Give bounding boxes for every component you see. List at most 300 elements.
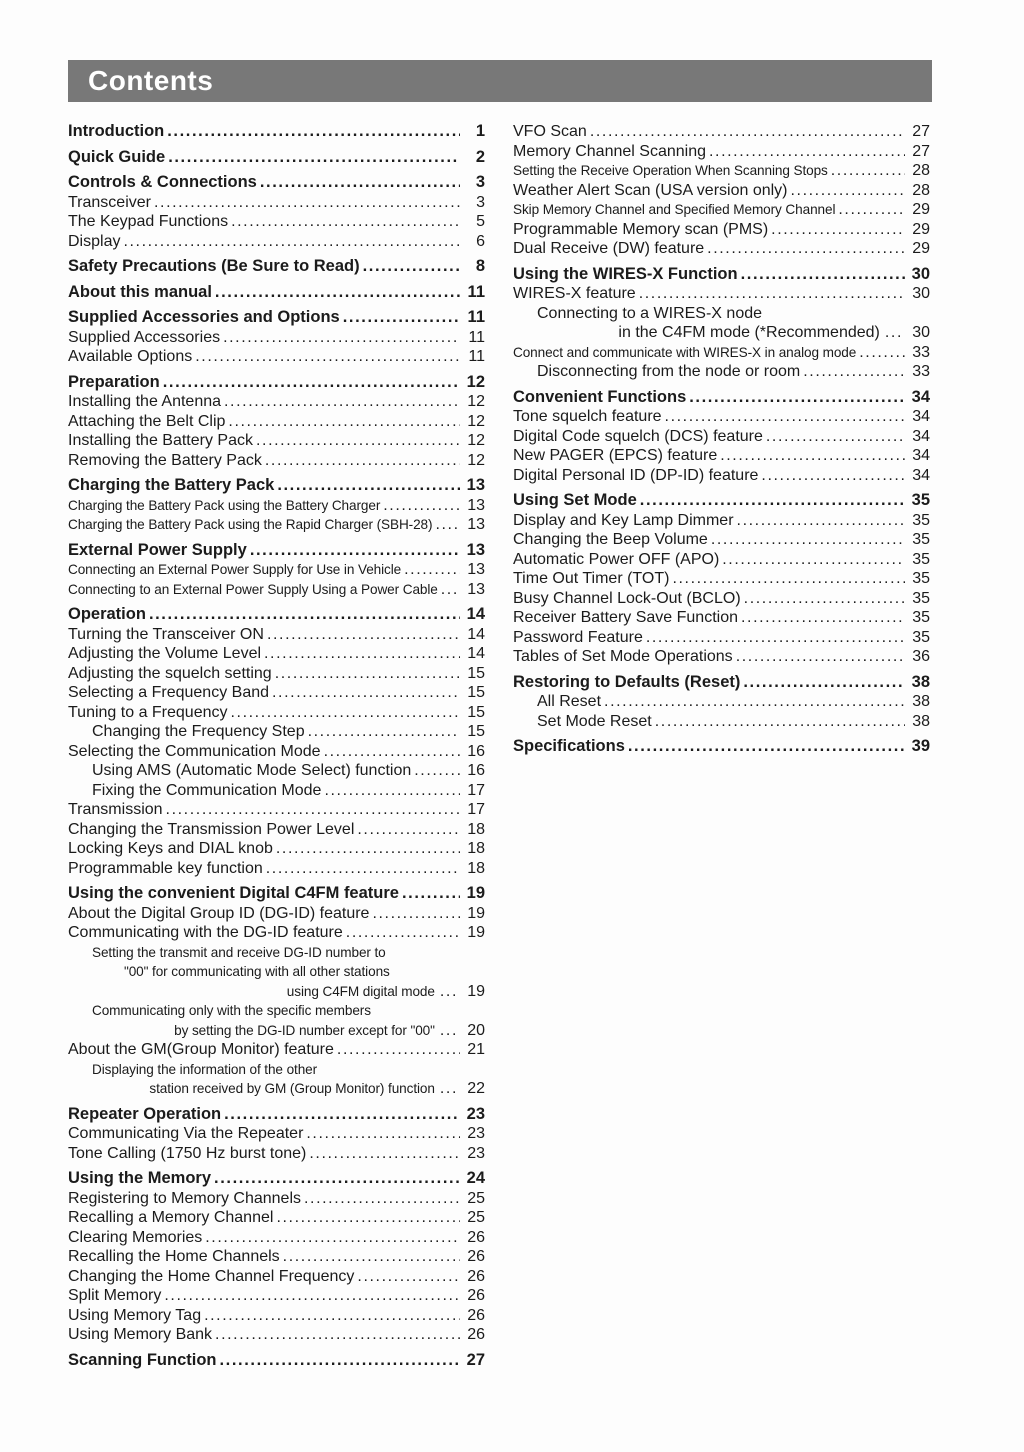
toc-entry-label: Removing the Battery Pack (68, 451, 262, 469)
toc-entry (68, 962, 485, 982)
contents-header (68, 60, 932, 102)
page-number: 33 (912, 343, 930, 361)
leader-dots (707, 239, 905, 259)
toc-entry (68, 683, 485, 703)
leader-dots (771, 220, 905, 240)
toc-entry (513, 647, 930, 667)
page-number: 30 (912, 324, 930, 341)
page-number: 26 (467, 1306, 485, 1324)
toc-entry (513, 569, 930, 589)
leader-dots (214, 1169, 460, 1189)
toc-entry-label: Installing the Battery Pack (68, 432, 253, 449)
toc-entry-label: Receiver Battery Save Function (513, 609, 738, 626)
leader-dots (267, 625, 460, 645)
page-number: 38 (912, 693, 930, 710)
leader-dots (346, 923, 460, 943)
page-number: 38 (912, 712, 930, 730)
toc-entry (513, 427, 930, 447)
toc-entry-label: Disconnecting from the node or room (537, 363, 801, 380)
toc-entry-label: Available Options (68, 348, 193, 365)
toc-entry-label: Programmable key function (68, 859, 263, 877)
page-number: 3 (475, 173, 485, 191)
page-number: 23 (467, 1144, 485, 1162)
toc-entry-label: Changing the Frequency Step (92, 723, 305, 740)
page-number: 13 (466, 540, 485, 559)
toc-entry (68, 580, 485, 600)
toc-section-entry (68, 541, 485, 561)
leader-dots (205, 1228, 460, 1248)
toc-entry (68, 1079, 485, 1099)
page-number: 35 (912, 531, 930, 548)
toc-entry (68, 431, 485, 451)
toc-entry-label: Charging the Battery Pack using the Rapid Charger (SBH-28) (68, 517, 433, 532)
page-number: 26 (467, 1248, 485, 1265)
toc-entry (68, 1208, 485, 1228)
toc-section-entry (68, 476, 485, 496)
page-number: 38 (911, 672, 930, 691)
page-number: 17 (467, 801, 485, 818)
toc-entry-label: Set Mode Reset (537, 712, 652, 730)
toc-entry-label: Automatic Power OFF (APO) (513, 550, 720, 568)
page-number: 14 (467, 625, 485, 643)
page-number: 28 (912, 181, 930, 199)
page-number: 15 (467, 723, 485, 740)
toc-entry-label: Skip Memory Channel and Specified Memory Channel (513, 202, 836, 217)
leader-dots (306, 1124, 460, 1144)
leader-dots (149, 605, 460, 625)
toc-entry-label: Busy Channel Lock-Out (BCLO) (513, 589, 741, 607)
toc-section-entry (68, 373, 485, 393)
toc-section-entry (513, 388, 930, 408)
page-number: 13 (467, 496, 485, 514)
toc-entry (513, 608, 930, 628)
page-number: 35 (912, 589, 930, 607)
leader-dots (672, 569, 905, 589)
page-number: 26 (467, 1228, 485, 1246)
page-number: 13 (467, 516, 485, 533)
toc-entry-label: Clearing Memories (68, 1228, 203, 1246)
page-number: 29 (912, 220, 930, 238)
toc-entry (513, 122, 930, 142)
toc-entry-label: About the Digital Group ID (DG-ID) feature (68, 904, 370, 922)
toc-right-column (513, 122, 930, 757)
page-number: 19 (467, 982, 485, 1000)
page-number: 11 (468, 328, 485, 346)
toc-entry (68, 943, 485, 963)
toc-entry (513, 284, 930, 304)
toc-entry-label: Controls & Connections (68, 173, 257, 191)
toc-entry-label: Using the Memory (68, 1169, 212, 1187)
leader-dots (215, 1325, 460, 1345)
toc-entry-label: "00" for communicating with all other stations (124, 964, 390, 979)
toc-entry-label: Setting the Receive Operation When Scanning Stops (513, 163, 828, 178)
toc-entry (68, 664, 485, 684)
toc-entry (513, 530, 930, 550)
toc-entry (68, 212, 485, 232)
leader-dots (260, 173, 460, 193)
toc-entry-label: Split Memory (68, 1287, 162, 1304)
toc-entry-label: Installing the Antenna (68, 393, 222, 410)
toc-entry (68, 742, 485, 762)
leader-dots (195, 347, 460, 367)
leader-dots (154, 193, 460, 213)
leader-dots (223, 328, 460, 348)
toc-entry-label: External Power Supply (68, 540, 247, 559)
toc-entry-label: Charging the Battery Pack (68, 476, 275, 494)
toc-entry-label: All Reset (537, 693, 602, 710)
leader-dots (168, 148, 460, 168)
toc-section-entry (68, 122, 485, 142)
page-number: 26 (467, 1267, 485, 1285)
toc-entry-label: Changing the Beep Volume (513, 531, 708, 548)
leader-dots (266, 859, 460, 879)
leader-dots (435, 515, 460, 535)
toc-entry-label: VFO Scan (513, 123, 587, 140)
leader-dots (372, 904, 460, 924)
toc-entry-label: Using Memory Tag (68, 1306, 202, 1324)
leader-dots (440, 1021, 458, 1041)
toc-entry (513, 589, 930, 609)
leader-dots (441, 580, 460, 600)
toc-entry (68, 1001, 485, 1021)
toc-section-entry (68, 1105, 485, 1125)
toc-entry-label: Using Memory Bank (68, 1326, 213, 1343)
leader-dots (440, 982, 458, 1002)
leader-dots (404, 560, 460, 580)
toc-section-entry (68, 148, 485, 168)
toc-entry-label: station received by GM (Group Monitor) function (149, 1081, 435, 1096)
leader-dots (304, 1189, 460, 1209)
leader-dots (761, 466, 905, 486)
page-number: 2 (475, 147, 485, 166)
leader-dots (277, 476, 460, 496)
page-number: 33 (912, 363, 930, 380)
leader-dots (628, 737, 905, 757)
toc-entry-label: Memory Channel Scanning (513, 142, 706, 160)
toc-entry-label: Attaching the Belt Clip (68, 412, 226, 430)
page-number: 11 (467, 282, 485, 301)
toc-entry-label: Setting the transmit and receive DG-ID number to (92, 944, 386, 960)
toc-entry (68, 451, 485, 471)
toc-entry (68, 193, 485, 213)
leader-dots (383, 496, 460, 516)
toc-entry (68, 392, 485, 412)
toc-entry-label: using C4FM digital mode (286, 983, 435, 999)
toc-entry-label: The Keypad Functions (68, 213, 229, 230)
toc-entry-label: Connecting to an External Power Supply Using a Power Cable (68, 581, 438, 597)
toc-section-entry (68, 1351, 485, 1371)
leader-dots (859, 343, 905, 363)
toc-entry (68, 1228, 485, 1248)
page-number: 27 (466, 1350, 485, 1369)
leader-dots (655, 712, 905, 732)
toc-entry-label: Preparation (68, 372, 160, 391)
toc-entry-label: Using the WIRES-X Function (513, 264, 738, 283)
page-number: 12 (467, 412, 485, 430)
page-number: 34 (912, 427, 930, 445)
page-number: 12 (467, 393, 485, 410)
page-number: 15 (467, 703, 485, 721)
page-number: 18 (467, 859, 485, 877)
leader-dots (337, 1040, 460, 1060)
page-number: 27 (912, 123, 930, 140)
leader-dots (414, 761, 460, 781)
toc-entry-label: Digital Code squelch (DCS) feature (513, 427, 763, 445)
page-number: 5 (476, 213, 485, 230)
toc-entry (68, 761, 485, 781)
page-number: 19 (466, 884, 485, 902)
leader-dots (590, 122, 905, 142)
page-number: 30 (911, 264, 930, 283)
leader-dots (640, 491, 905, 511)
toc-section-entry (68, 308, 485, 328)
toc-entry-label: Dual Receive (DW) feature (513, 240, 705, 257)
toc-entry (68, 1124, 485, 1144)
leader-dots (791, 181, 906, 201)
page-number: 22 (467, 1080, 485, 1097)
toc-entry (513, 323, 930, 343)
toc-entry (68, 703, 485, 723)
page-number: 28 (912, 162, 930, 179)
toc-entry (68, 781, 485, 801)
leader-dots (838, 200, 905, 220)
toc-entry-label: Display and Key Lamp Dimmer (513, 511, 734, 529)
toc-entry-label: Digital Personal ID (DP-ID) feature (513, 466, 759, 484)
toc-section-entry (68, 884, 485, 904)
page-number: 25 (467, 1189, 485, 1207)
leader-dots (689, 388, 905, 408)
toc-entry-label: Adjusting the squelch setting (68, 664, 272, 682)
toc-entry (513, 712, 930, 732)
page-number: 34 (911, 387, 930, 406)
toc-entry (513, 142, 930, 162)
leader-dots (885, 323, 903, 343)
leader-dots (231, 703, 461, 723)
leader-dots (324, 781, 460, 801)
toc-entry-label: Fixing the Communication Mode (92, 781, 322, 799)
leader-dots (604, 692, 905, 712)
toc-entry (68, 625, 485, 645)
toc-entry-label: Transmission (68, 801, 163, 818)
leader-dots (741, 265, 905, 285)
toc-entry (513, 692, 930, 712)
toc-entry-label: Quick Guide (68, 147, 166, 166)
toc-section-entry (513, 673, 930, 693)
toc-entry-label: Changing the Transmission Power Level (68, 820, 355, 838)
toc-entry-label: Safety Precautions (Be Sure to Read) (68, 257, 360, 275)
toc-entry (68, 1021, 485, 1041)
page-number: 21 (467, 1041, 485, 1058)
page-number: 39 (911, 737, 930, 755)
leader-dots (741, 608, 905, 628)
page-number: 15 (467, 684, 485, 701)
leader-dots (363, 257, 460, 277)
toc-entry (513, 181, 930, 201)
toc-entry-label: Selecting a Frequency Band (68, 684, 270, 701)
toc-section-entry (513, 737, 930, 757)
leader-dots (440, 1079, 458, 1099)
toc-left-column (68, 122, 485, 1370)
toc-entry (513, 200, 930, 220)
page-number: 18 (467, 820, 485, 838)
toc-entry-label: About this manual (68, 282, 212, 301)
leader-dots (250, 541, 460, 561)
page-number: 3 (476, 193, 485, 211)
toc-entry-label: Communicating Via the Repeater (68, 1125, 304, 1142)
page-number: 13 (467, 580, 485, 598)
toc-section-entry (68, 605, 485, 625)
page-title: Contents (88, 65, 214, 96)
toc-entry-label: Registering to Memory Channels (68, 1189, 301, 1207)
toc-entry-label: Charging the Battery Pack using the Battery Charger (68, 497, 381, 513)
page-number: 36 (912, 648, 930, 665)
page-number: 35 (912, 511, 930, 529)
toc-entry-label: Introduction (68, 122, 165, 140)
toc-entry (513, 220, 930, 240)
toc-entry-label: Programmable Memory scan (PMS) (513, 220, 769, 238)
toc-entry-label: Repeater Operation (68, 1104, 222, 1123)
page-number: 24 (466, 1169, 485, 1187)
leader-dots (204, 1306, 460, 1326)
leader-dots (167, 122, 460, 142)
page-number: 20 (467, 1021, 485, 1039)
toc-entry-label: Time Out Timer (TOT) (513, 570, 670, 587)
toc-entry (513, 511, 930, 531)
toc-entry-label: WIRES-X feature (513, 285, 636, 302)
toc-entry (68, 412, 485, 432)
page-number: 19 (467, 924, 485, 941)
toc-entry-label: Specifications (513, 737, 625, 755)
leader-dots (357, 820, 460, 840)
leader-dots (224, 1105, 460, 1125)
page-number: 16 (467, 742, 485, 760)
toc-entry (68, 923, 485, 943)
toc-entry (68, 496, 485, 516)
leader-dots (224, 392, 460, 412)
leader-dots (264, 644, 460, 664)
leader-dots (275, 664, 460, 684)
leader-dots (166, 800, 460, 820)
toc-entry (68, 1306, 485, 1326)
toc-entry-label: Communicating only with the specific members (92, 1003, 371, 1018)
toc-entry-label: New PAGER (EPCS) feature (513, 447, 718, 464)
page-number: 19 (467, 904, 485, 922)
leader-dots (766, 427, 905, 447)
page-number: 35 (912, 570, 930, 587)
toc-entry-label: Operation (68, 605, 146, 623)
toc-entry-label: About the GM(Group Monitor) feature (68, 1041, 334, 1058)
page-number: 35 (912, 550, 930, 568)
page-number: 15 (467, 664, 485, 682)
toc-entry (513, 239, 930, 259)
toc-entry-label: Displaying the information of the other (92, 1061, 318, 1077)
page-number: 27 (912, 142, 930, 160)
leader-dots (324, 742, 460, 762)
leader-dots (744, 589, 905, 609)
toc-section-entry (68, 173, 485, 193)
toc-section-entry (68, 283, 485, 303)
toc-entry-label: Using the convenient Digital C4FM feature (68, 884, 399, 902)
page-number: 13 (466, 476, 485, 494)
page-number: 13 (467, 561, 485, 578)
toc-entry (513, 362, 930, 382)
page-number: 35 (912, 609, 930, 626)
toc-entry (68, 1144, 485, 1164)
leader-dots (256, 431, 460, 451)
toc-entry (68, 722, 485, 742)
toc-section-entry (68, 1169, 485, 1189)
page-number: 30 (912, 285, 930, 302)
page-number: 17 (467, 781, 485, 799)
leader-dots (803, 362, 905, 382)
page-number: 14 (466, 605, 485, 623)
toc-entry (68, 982, 485, 1002)
toc-section-entry (513, 265, 930, 285)
toc-entry-label: Using AMS (Automatic Mode Select) function (92, 762, 412, 779)
leader-dots (711, 530, 905, 550)
toc-entry-label: Adjusting the Volume Level (68, 645, 262, 662)
toc-entry-label: Supplied Accessories and Options (68, 308, 340, 326)
toc-entry-label: Connect and communicate with WIRES-X in analog mode (513, 344, 857, 360)
leader-dots (228, 412, 460, 432)
toc-entry-label: Display (68, 232, 121, 250)
toc-entry (513, 550, 930, 570)
toc-entry-label: Tone Calling (1750 Hz burst tone) (68, 1144, 307, 1162)
toc-entry-label: Transceiver (68, 193, 151, 211)
leader-dots (215, 283, 460, 303)
leader-dots (831, 161, 905, 181)
leader-dots (720, 446, 905, 466)
toc-entry-label: Turning the Transceiver ON (68, 625, 264, 643)
toc-entry (513, 628, 930, 648)
toc-entry-label: Convenient Functions (513, 387, 687, 406)
leader-dots (272, 683, 460, 703)
leader-dots (164, 1286, 460, 1306)
leader-dots (276, 839, 460, 859)
toc-entry-label: Selecting the Communication Mode (68, 742, 321, 760)
page-number: 26 (467, 1326, 485, 1343)
leader-dots (402, 884, 460, 904)
toc-entry (513, 466, 930, 486)
toc-entry-label: Tuning to a Frequency (68, 703, 228, 721)
page-number: 11 (468, 348, 485, 365)
toc-entry (68, 1286, 485, 1306)
leader-dots (665, 407, 905, 427)
leader-dots (743, 673, 905, 693)
toc-entry (68, 1060, 485, 1080)
toc-section-entry (68, 257, 485, 277)
toc-entry (68, 1040, 485, 1060)
page-number: 6 (476, 232, 485, 250)
page-number: 12 (467, 451, 485, 469)
toc-entry (68, 800, 485, 820)
page-number: 23 (467, 1125, 485, 1142)
page-number: 34 (912, 408, 930, 425)
page-number: 12 (467, 432, 485, 449)
toc-entry (68, 1189, 485, 1209)
toc-entry-label: Password Feature (513, 628, 643, 646)
leader-dots (220, 1351, 461, 1371)
toc-entry (68, 1267, 485, 1287)
toc-entry-label: by setting the DG-ID number except for "00" (174, 1022, 435, 1038)
page-number: 26 (467, 1287, 485, 1304)
leader-dots (276, 1208, 460, 1228)
leader-dots (357, 1267, 460, 1287)
leader-dots (737, 511, 905, 531)
toc-entry-label: Tables of Set Mode Operations (513, 648, 733, 665)
toc-entry (68, 644, 485, 664)
page-number: 35 (911, 491, 930, 509)
